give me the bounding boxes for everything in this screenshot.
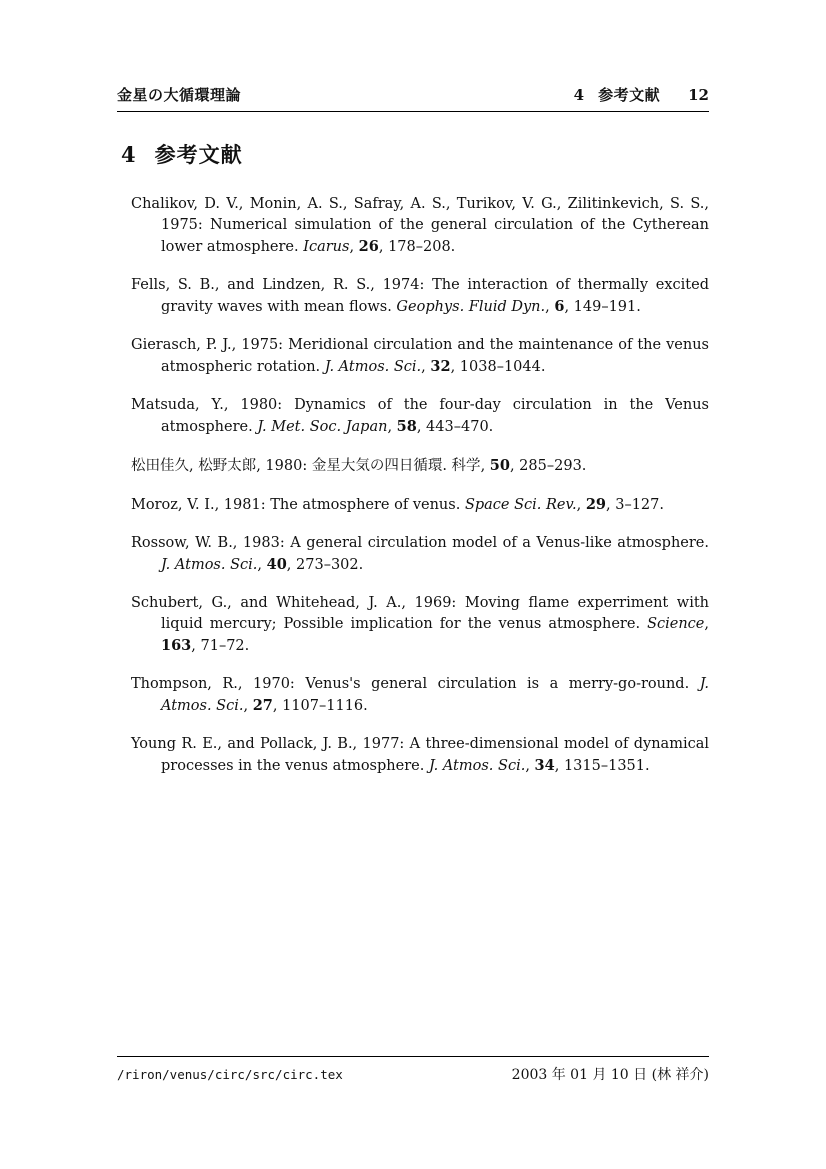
ref-pages: , 273–302. (286, 557, 364, 573)
ref-pages: , 1315–1351. (554, 758, 650, 774)
page-header (117, 84, 709, 112)
section-number: 4 (121, 142, 136, 167)
ref-volume: 29 (585, 496, 607, 513)
ref-text: Gierasch, P. J., 1975: Meridional circulation and the maintenance of the venus atmospheric rotation. (131, 337, 709, 375)
ref-volume: 27 (252, 697, 273, 714)
ref-pages: , 3–127. (606, 497, 664, 513)
reference-item (131, 335, 709, 378)
ref-separator: , (387, 419, 397, 435)
ref-volume: 32 (430, 358, 451, 375)
ref-text: Thompson, R., 1970: Venus's general circulation is a merry-go-round. (131, 676, 700, 692)
ref-volume: 26 (358, 238, 379, 255)
ref-volume: 6 (554, 298, 565, 315)
ref-volume: 58 (396, 418, 417, 435)
ref-journal: J. Met. Soc. Japan (257, 419, 388, 435)
page-footer (117, 1056, 709, 1084)
ref-pages: , 1107–1116. (272, 698, 368, 714)
ref-pages: , 1038–1044. (450, 359, 546, 375)
reference-item (131, 275, 709, 318)
ref-volume: 50 (489, 457, 510, 474)
section-heading (121, 139, 243, 169)
footer-file-path: /riron/venus/circ/src/circ.tex (117, 1067, 343, 1082)
ref-separator: , (704, 616, 709, 632)
ref-separator: , (545, 299, 555, 315)
ref-text: Rossow, W. B., 1983: A general circulation model of a Venus-like atmosphere. (131, 535, 709, 551)
ref-volume: 40 (266, 556, 287, 573)
ref-text: Schubert, G., and Whitehead, J. A., 1969: Moving flame experriment with liquid mercury; Possible implication for the venus atmosphere. (131, 595, 709, 632)
ref-text: Fells, S. B., and Lindzen, R. S., 1974: The interaction of thermally excited gravity waves with mean flows. (131, 277, 709, 315)
reference-item (131, 533, 709, 576)
ref-journal: Science (647, 616, 705, 632)
ref-text: 松田佳久, 松野太郎, 1980: 金星大気の四日循環. 科学 (131, 458, 481, 474)
ref-journal: J. Atmos. Sci. (161, 557, 258, 573)
ref-journal: Space Sci. Rev. (464, 497, 577, 513)
header-section-number: 4 (573, 86, 585, 104)
header-section-title: 参考文献 (598, 87, 661, 104)
ref-journal: J. Atmos. Sci. (324, 359, 422, 375)
ref-separator: , (243, 698, 253, 714)
ref-pages: , 285–293. (509, 458, 587, 474)
ref-volume: 163 (161, 637, 192, 654)
ref-pages: , 178–208. (378, 239, 456, 255)
footer-date: 2003 年 01 月 10 日 (林 祥介) (511, 1067, 709, 1083)
ref-journal: J. Atmos. Sci. (428, 758, 526, 774)
reference-item (131, 734, 709, 777)
reference-item (131, 395, 709, 438)
reference-item (131, 593, 709, 657)
ref-pages: , 71–72. (191, 638, 250, 654)
reference-item (131, 194, 709, 258)
reference-list (131, 194, 709, 794)
header-right-group (574, 84, 709, 105)
ref-volume: 34 (534, 757, 555, 774)
ref-separator: , (576, 497, 586, 513)
reference-item (131, 674, 709, 717)
ref-text: Moroz, V. I., 1981: The atmosphere of venus. (131, 497, 465, 513)
section-title: 参考文献 (154, 144, 243, 167)
page-number: 12 (688, 86, 709, 104)
reference-item (131, 494, 709, 516)
ref-journal: Geophys. Fluid Dyn. (396, 299, 546, 315)
reference-item (131, 455, 709, 477)
ref-journal: Icarus (303, 239, 350, 255)
ref-separator: , (421, 359, 431, 375)
header-document-title: 金星の大循環理論 (117, 87, 242, 104)
ref-text: Matsuda, Y., 1980: Dynamics of the four-day circulation in the Venus atmosphere. (131, 397, 709, 435)
ref-separator: , (349, 239, 359, 255)
ref-journal: J. Atmos. Sci. (161, 676, 709, 714)
ref-pages: , 149–191. (564, 299, 641, 315)
ref-text: Young R. E., and Pollack, J. B., 1977: A three-dimensional model of dynamical processes in the venus atmosphere. (131, 736, 709, 774)
ref-text: Chalikov, D. V., Monin, A. S., Safray, A. S., Turikov, V. G., Zilitinkevich, S. S., 1975: Numerical simulation of the general circulation of the Cytherean lower atmosphere. (131, 196, 709, 255)
ref-separator: , (257, 557, 267, 573)
ref-separator: , (480, 458, 490, 474)
ref-pages: , 443–470. (416, 419, 494, 435)
ref-separator: , (525, 758, 535, 774)
